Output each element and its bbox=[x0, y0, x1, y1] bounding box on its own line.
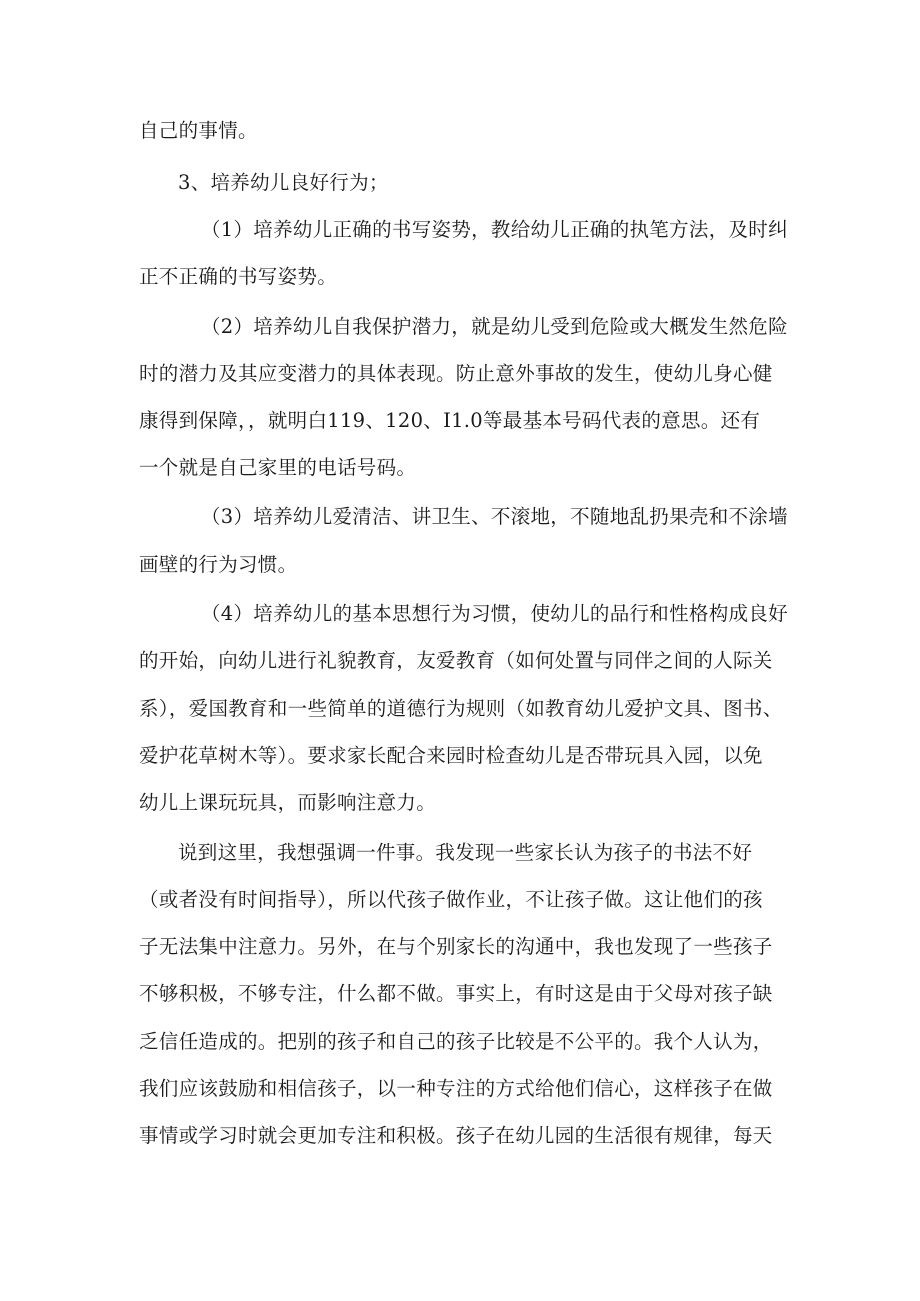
text-line: 一个就是自己家里的电话号码。 bbox=[139, 456, 417, 479]
text-line: 我们应该鼓励和相信孩子，以一种专注的方式给他们信心，这样孩子在做 bbox=[139, 1077, 773, 1100]
text-line: 幼儿上课玩玩具，而影响注意力。 bbox=[139, 791, 437, 814]
text-line: 康得到保障，，就明白119、120、I1.0等最基本号码代表的意思。还有 bbox=[139, 409, 761, 432]
text-line: 正不正确的书写姿势。 bbox=[139, 265, 338, 288]
text-line: （1）培养幼儿正确的书写姿势，教给幼儿正确的执笔方法，及时纠 bbox=[201, 218, 788, 241]
text-line: 的开始，向幼儿进行礼貌教育，友爱教育（如何处置与同伴之间的人际关 bbox=[139, 649, 773, 672]
text-line: 系），爱国教育和一些简单的道德行为规则（如教育幼儿爱护文具、图书、 bbox=[139, 697, 783, 720]
text-line: 3、培养幼儿良好行为； bbox=[178, 171, 389, 194]
text-line: 子无法集中注意力。另外，在与个别家长的沟通中，我也发现了一些孩子 bbox=[139, 935, 773, 958]
text-line: （3）培养幼儿爱清洁、讲卫生、不滚地，不随地乱扔果壳和不涂墙 bbox=[201, 505, 788, 528]
text-line: 事情或学习时就会更加专注和积极。孩子在幼儿园的生活很有规律，每天 bbox=[139, 1124, 773, 1147]
text-line: （2）培养幼儿自我保护潜力，就是幼儿受到危险或大概发生然危险 bbox=[201, 315, 788, 338]
text-line: （或者没有时间指导），所以代孩子做作业，不让孩子做。这让他们的孩 bbox=[139, 888, 763, 911]
text-line: （4）培养幼儿的基本思想行为习惯，使幼儿的品行和性格构成良好 bbox=[201, 602, 788, 625]
text-line: 乏信任造成的。把别的孩子和自己的孩子比较是不公平的。我个人认为， bbox=[139, 1030, 773, 1053]
text-line: 自己的事情。 bbox=[139, 119, 258, 142]
text-line: 时的潜力及其应变潜力的具体表现。防止意外事故的发生，使幼儿身心健 bbox=[139, 362, 773, 385]
text-line: 说到这里，我想强调一件事。我发现一些家长认为孩子的书法不好 bbox=[178, 841, 753, 864]
text-line: 不够积极，不够专注，什么都不做。事实上，有时这是由于父母对孩子缺 bbox=[139, 982, 773, 1005]
text-line: 画壁的行为习惯。 bbox=[139, 553, 298, 576]
text-line: 爱护花草树木等）。要求家长配合来园时检查幼儿是否带玩具入园，以免 bbox=[139, 744, 763, 767]
